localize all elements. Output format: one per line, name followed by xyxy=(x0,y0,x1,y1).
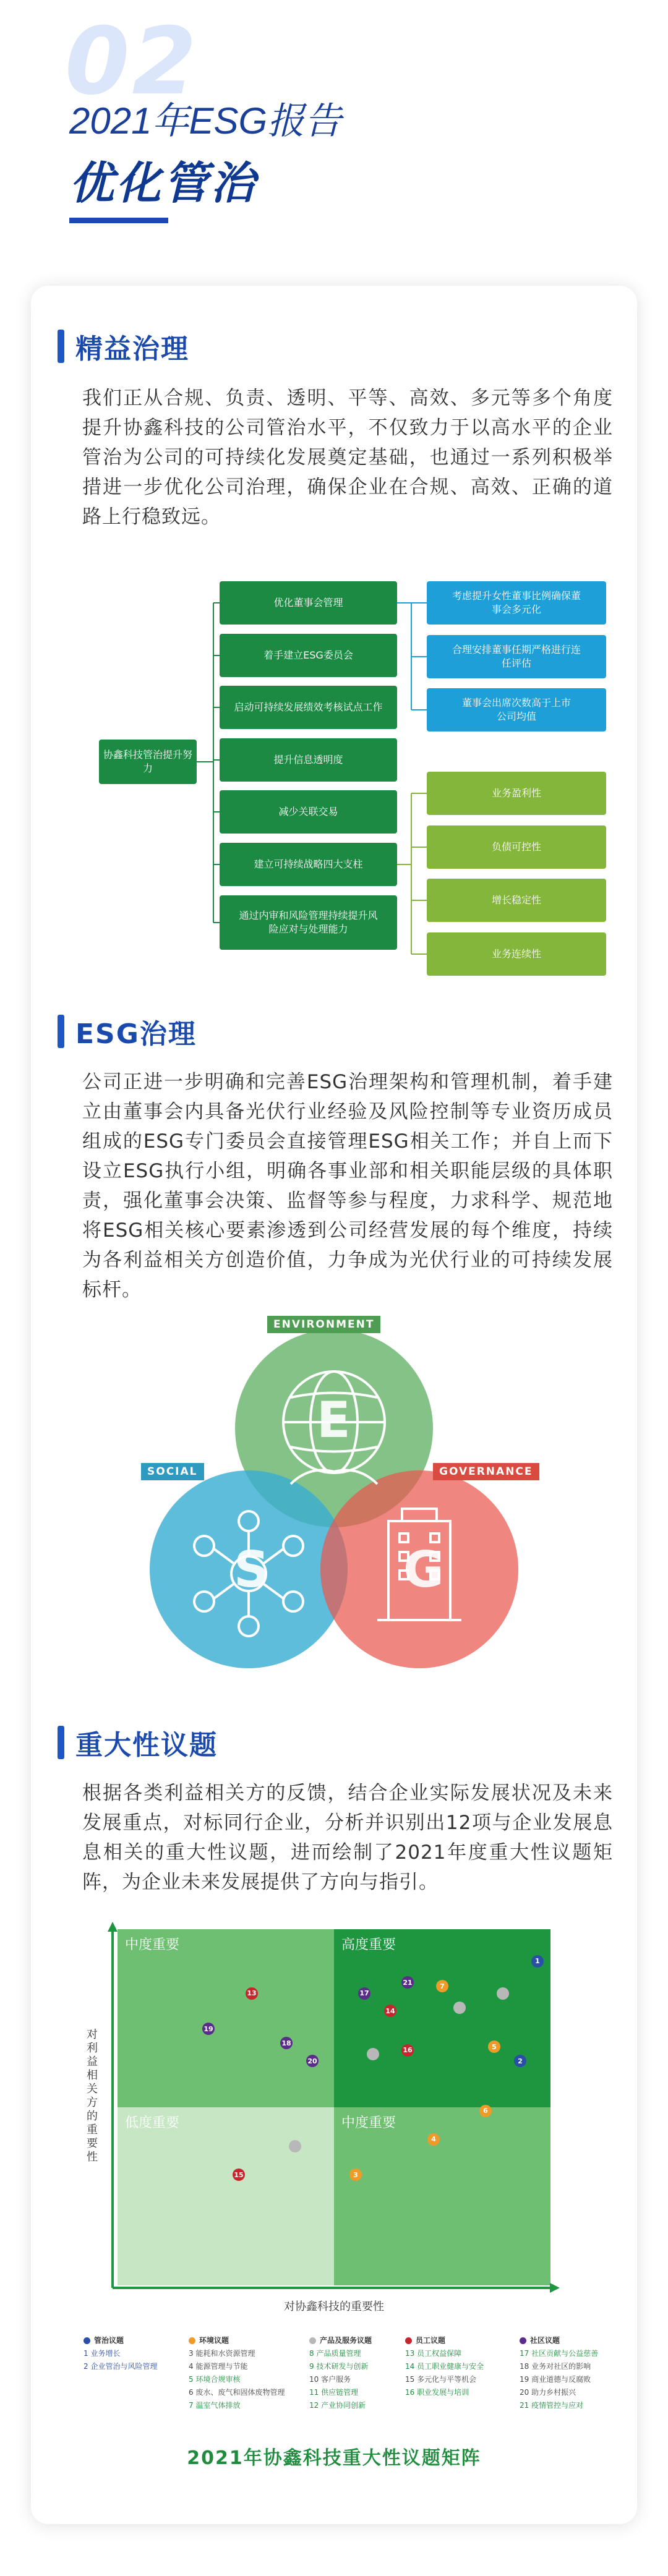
matrix-point xyxy=(453,2002,466,2014)
venn-label-environment: ENVIRONMENT xyxy=(267,1316,380,1333)
legend-group: 产品及服务议题 8 产品质量管理 9 技术研发与创新 10 客户服务 11 供应链管理 12 产业协同创新 xyxy=(309,2336,372,2410)
x-axis-label: 对协鑫科技的重要性 xyxy=(284,2300,384,2313)
matrix-point: 16 xyxy=(401,2044,414,2057)
venn-letter-e: E xyxy=(317,1391,351,1449)
matrix-point: 3 xyxy=(349,2169,362,2181)
section-paragraph: 根据各类利益相关方的反馈，结合企业实际发展状况及未来发展重点，对标同行企业，分析并识别出12项与企业发展息息相关的重大性议题，进而绘制了2021年度重大性议题矩阵，为企业未来发展提供了方向与指引。 xyxy=(82,1782,613,1893)
diagram-branch-node: 优化董事会管理 xyxy=(220,581,397,625)
diagram-branch-node: 启动可持续发展绩效考核试点工作 xyxy=(220,686,397,729)
matrix-point xyxy=(289,2140,301,2152)
y-axis-label: 对利益相关方的重要性 xyxy=(87,2028,98,2164)
matrix-point: 14 xyxy=(384,2005,396,2017)
section-title-materiality: 重大性议题 xyxy=(58,1723,218,1762)
diagram-branch-node: 建立可持续战略四大支柱 xyxy=(220,843,397,886)
matrix-point: 15 xyxy=(233,2169,245,2181)
chapter-title: 优化管治 xyxy=(69,157,258,209)
matrix-point: 19 xyxy=(202,2023,215,2035)
diagram-branch-node: 通过内审和风险管理持续提升风险应对与处理能力 xyxy=(220,895,397,950)
legend-group: 员工议题 13 员工权益保障 14 员工职业健康与安全 15 多元化与平等机会 16 职业发展与培训 xyxy=(405,2336,484,2397)
diagram-branch-node: 提升信息透明度 xyxy=(220,738,397,782)
matrix-point xyxy=(367,2048,379,2060)
section-paragraph: 我们正从合规、负责、透明、平等、高效、多元等多个角度提升协鑫科技的公司管治水平，不仅致力于以高水平的企业管治为公司的可持续化发展奠定基础，也通过一系列积极举措进一步优化公司治理，确保企业在合规、高效、正确的道路上行稳致远。 xyxy=(82,387,613,528)
pillar-node: 业务连续性 xyxy=(427,932,606,976)
matrix-point: 13 xyxy=(246,1987,258,2000)
venn-label-governance: GOVERNANCE xyxy=(433,1463,539,1480)
matrix-point: 20 xyxy=(306,2055,319,2067)
board-detail-node: 考虑提升女性董事比例确保董事会多元化 xyxy=(427,581,606,625)
quadrant-label: 中度重要 xyxy=(125,1937,180,1953)
pillar-node: 负债可控性 xyxy=(427,825,606,869)
pillar-node: 业务盈利性 xyxy=(427,772,606,815)
legend-group: 社区议题 17 社区贡献与公益慈善 18 业务对社区的影响 19 商业道德与反腐败 20 助力乡村振兴 21 疫情管控与应对 xyxy=(520,2336,599,2410)
matrix-caption: 2021年协鑫科技重大性议题矩阵 xyxy=(187,2447,481,2469)
matrix-point xyxy=(497,1987,509,2000)
matrix-point: 17 xyxy=(358,1987,370,2000)
matrix-point: 4 xyxy=(427,2133,440,2146)
venn-letter-g: G xyxy=(403,1541,444,1598)
section-title-lean-governance: 精益治理 xyxy=(58,326,189,366)
diagram-branch-node: 着手建立ESG委员会 xyxy=(220,634,397,677)
matrix-point: 5 xyxy=(488,2041,500,2053)
quadrant-label: 高度重要 xyxy=(341,1937,396,1953)
legend-group: 管治议题 1 业务增长 2 企业管治与风险管理 xyxy=(84,2336,158,2371)
section-paragraph: 公司正进一步明确和完善ESG治理架构和管理机制，着手建立由董事会内具备光伏行业经验及风险控制等专业资历成员组成的ESG专门委员会直接管理ESG相关工作；并自上而下设立ESG执行小组，明确各事业部和相关职能层级的具体职责，强化董事会决策、监督等参与程度，力求科学、规范地将ESG相关核心要素渗透到公司经营发展的每个维度，持续为各利益相关方创造价值，力争成为光伏行业的可持续发展标杆。 xyxy=(82,1071,613,1301)
venn-label-social: SOCIAL xyxy=(141,1463,204,1480)
diagram-root-node: 协鑫科技管治提升努力 xyxy=(99,740,197,784)
matrix-point: 1 xyxy=(531,1955,544,1968)
matrix-point: 18 xyxy=(280,2037,293,2049)
board-detail-node: 合理安排董事任期严格进行连任评估 xyxy=(427,635,606,678)
legend-group: 环境议题 3 能耗和水资源管理 4 能源管理与节能 5 环境合规审核 6 废水、废气和固体废物管理 7 温室气体排放 xyxy=(189,2336,285,2410)
matrix-point: 2 xyxy=(514,2055,526,2067)
quadrant-label: 中度重要 xyxy=(341,2115,396,2131)
chapter-number: 02 xyxy=(65,8,199,116)
report-year-title: 2021年ESG报告 xyxy=(69,100,342,142)
venn-letter-s: S xyxy=(234,1541,270,1598)
section-title-esg-governance: ESG治理 xyxy=(58,1012,197,1051)
quadrant-label: 低度重要 xyxy=(125,2115,180,2131)
matrix-point: 21 xyxy=(401,1976,414,1989)
board-detail-node: 董事会出席次数高于上市公司均值 xyxy=(427,688,606,731)
matrix-point: 7 xyxy=(436,1980,448,1992)
pillar-node: 增长稳定性 xyxy=(427,879,606,922)
matrix-point: 6 xyxy=(479,2105,492,2117)
diagram-branch-node: 减少关联交易 xyxy=(220,790,397,834)
